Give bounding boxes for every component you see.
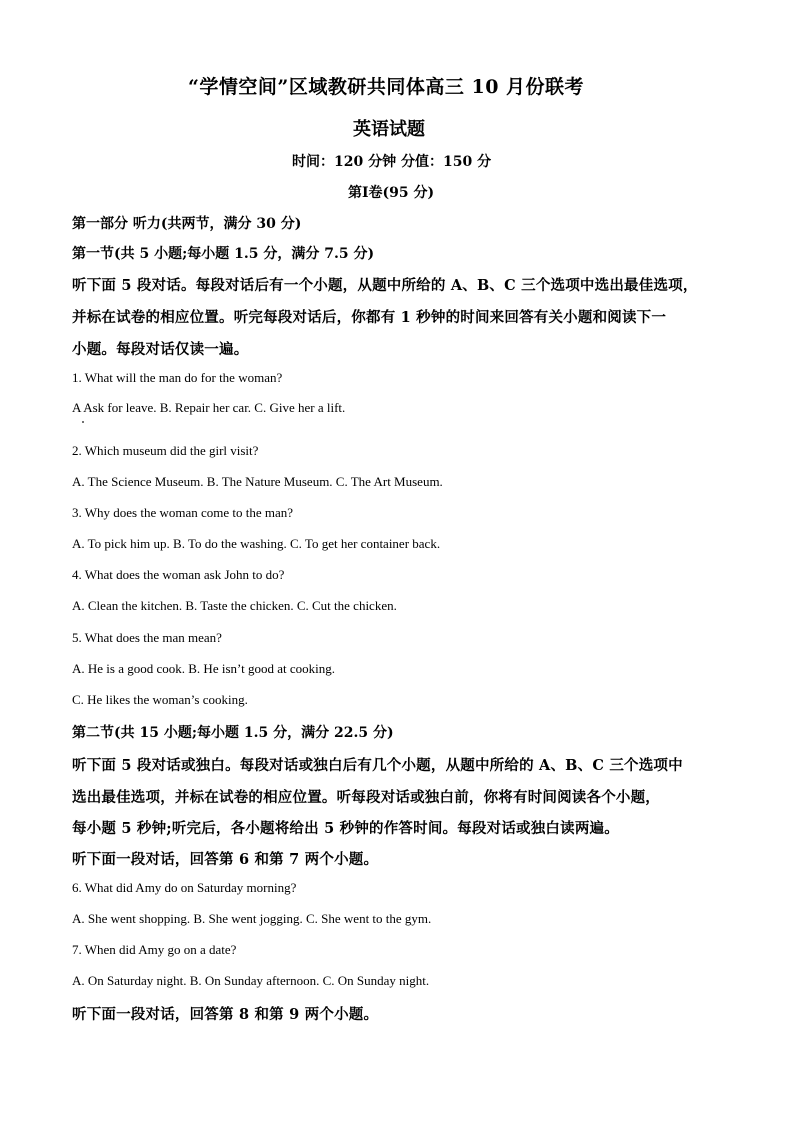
question-3: 3. Why does the woman come to the man? [72, 505, 294, 520]
question-3-options: A. To pick him up. B. To do the washing. C. To get her container back. [72, 536, 441, 551]
question-4: 4. What does the woman ask John to do? [72, 567, 285, 582]
question-2: 2. Which museum did the girl visit? [72, 443, 259, 458]
section1-heading: 第一节(共 5 小题;每小题 1.5 分，满分 7.5 分) [72, 246, 375, 262]
question-2-options: A. The Science Museum. B. The Nature Museum. C. The Art Museum. [72, 474, 443, 489]
exam-title: “学情空间”区域教研共同体高三 10 月份联考 [188, 76, 585, 98]
section2-instruction-line: 听下面 5 段对话或独白。每段对话或独白后有几个小题，从题中所给的 A、B、C 三个选项中 [72, 757, 683, 774]
section2-instruction-line: 每小题 5 秒钟;听完后，各小题将给出 5 秒钟的作答时间。每段对话或独白读两遍。 [72, 820, 619, 837]
section2-instruction-line: 选出最佳选项，并标在试卷的相应位置。听每段对话或独白前，你将有时间阅读各个小题， [72, 789, 660, 806]
volume-heading: 第Ⅰ卷(95 分) [348, 185, 435, 201]
question-6: 6. What did Amy do on Saturday morning? [72, 880, 297, 895]
group2-prompt: 听下面一段对话，回答第 8 和第 9 两个小题。 [72, 1006, 379, 1023]
question-1-options: A Ask for leave. B. Repair her car. C. Give her a lift. [72, 400, 346, 415]
question-1: 1. What will the man do for the woman? [72, 370, 283, 385]
stray-mark [82, 421, 84, 423]
section1-instruction-line: 并标在试卷的相应位置。听完每段对话后，你都有 1 秒钟的时间来回答有关小题和阅读下一 [72, 309, 667, 326]
question-5-options: A. He is a good cook. B. He isn’t good at cooking. [72, 661, 335, 676]
question-7: 7. When did Amy go on a date? [72, 942, 237, 957]
question-5-options-cont: C. He likes the woman’s cooking. [72, 692, 248, 707]
question-5: 5. What does the man mean? [72, 630, 222, 645]
exam-subject: 英语试题 [353, 119, 425, 140]
section2-heading: 第二节(共 15 小题;每小题 1.5 分，满分 22.5 分) [72, 725, 394, 741]
question-6-options: A. She went shopping. B. She went jogging. C. She went to the gym. [72, 911, 432, 926]
question-4-options: A. Clean the kitchen. B. Taste the chicken. C. Cut the chicken. [72, 598, 397, 613]
section1-instruction-line: 听下面 5 段对话。每段对话后有一个小题，从题中所给的 A、B、C 三个选项中选出最佳选项， [72, 277, 698, 294]
question-7-options: A. On Saturday night. B. On Sunday afternoon. C. On Sunday night. [72, 973, 430, 988]
group1-prompt: 听下面一段对话，回答第 6 和第 7 两个小题。 [72, 851, 379, 868]
section1-instruction-line: 小题。每段对话仅读一遍。 [72, 341, 249, 358]
part1-heading: 第一部分 听力(共两节，满分 30 分) [72, 216, 302, 232]
time-score-line: 时间：120 分钟 分值：150 分 [292, 154, 492, 170]
